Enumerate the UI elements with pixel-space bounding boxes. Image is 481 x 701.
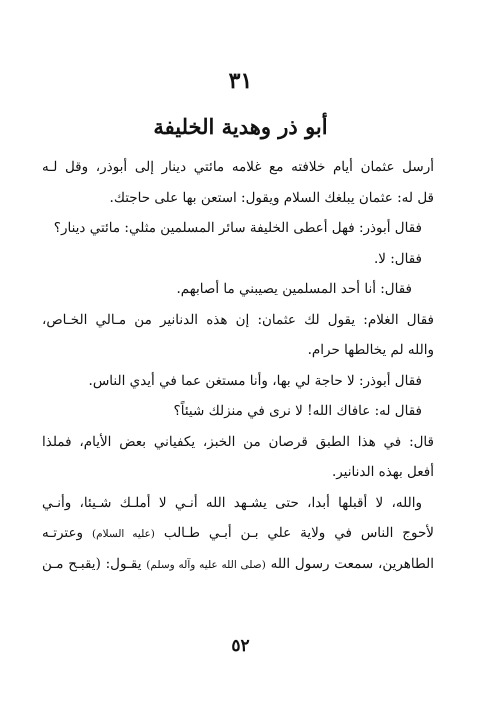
text-line-composite bbox=[42, 518, 434, 549]
text-line: فقال: لا. bbox=[373, 250, 422, 267]
text-line: فقال الغلام: يقول لك عثمان: إن هذه الدنانير من مـالي الخـاص، bbox=[42, 311, 434, 328]
page-number: ٥٢ bbox=[231, 636, 250, 656]
text-line: فقال: أنا أحد المسلمين يصيبني ما أصابهم. bbox=[176, 281, 412, 297]
text-segment: لأحوج الناس في ولاية علي بـن أبـي طـالب bbox=[163, 525, 434, 541]
text-line: فقال له: عافاك الله! لا نرى في منزلك شيئاً؟ bbox=[173, 403, 422, 419]
text-line: والله لم يخالطها حرام. bbox=[307, 342, 434, 358]
text-line: أفعل بهذه الدنانير. bbox=[331, 464, 434, 480]
chapter-number: ٣١ bbox=[228, 68, 253, 94]
text-line: فقال أبوذر: فهل أعطى الخليفة سائر المسلمين مثلي: مائتي دينار؟ bbox=[53, 220, 422, 236]
text-line: قل له: عثمان يبلغك السلام ويقول: استعن بها على حاجتك. bbox=[109, 189, 434, 206]
body-text bbox=[42, 152, 434, 579]
text-segment: وعترتـه bbox=[42, 525, 84, 541]
text-segment: الطاهرين، سمعت رسول الله bbox=[270, 555, 434, 572]
text-line-composite bbox=[42, 549, 434, 580]
text-segment: يقـول: (يقبـح مـن bbox=[42, 555, 142, 572]
text-line: فقال أبوذر: لا حاجة لي بها، وأنا مستغن عما في أيدي الناس. bbox=[88, 372, 422, 389]
salutation-ali: (عليه السلام) bbox=[91, 528, 155, 540]
text-line: والله، لا أقبلها أبدا، حتى يشـهد الله أنـي لا أملـك شـيئا، وأنـي bbox=[42, 494, 422, 511]
salutation-prophet: (صلى الله عليه وآله وسلم) bbox=[146, 558, 266, 571]
text-line: أرسل عثمان أيام خلافته مع غلامه مائتي دينار إلى أبوذر، وقل لـه bbox=[42, 159, 434, 175]
text-line: قال: في هذا الطبق قرصان من الخبز، يكفياني بعض الأيام، فملذا bbox=[42, 433, 434, 450]
chapter-title: أبو ذر وهدية الخليفة bbox=[153, 114, 328, 139]
